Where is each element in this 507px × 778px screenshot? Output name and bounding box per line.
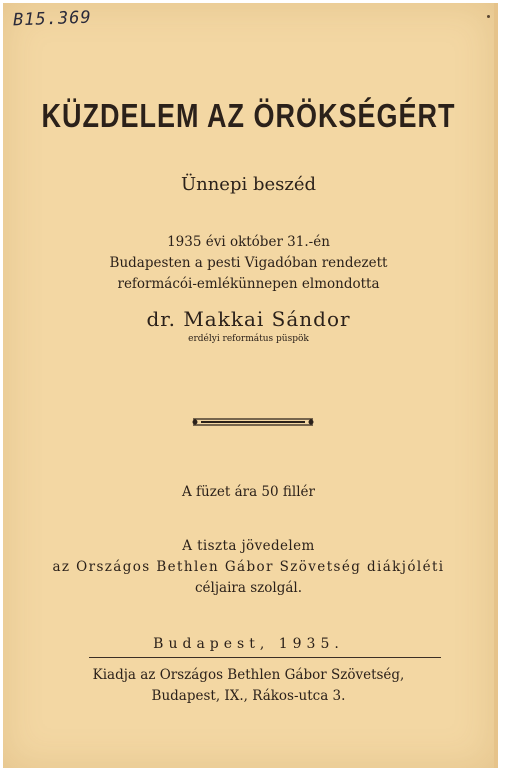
subtitle: Ünnepi beszéd xyxy=(180,174,317,195)
call-number: B15.369 xyxy=(12,7,92,31)
ornament-divider xyxy=(191,415,315,429)
publisher-line-2: Budapest, IX., Rákos-utca 3. xyxy=(151,688,346,704)
cover-page xyxy=(3,3,494,768)
publisher-line-1: Kiadja az Országos Bethlen Gábor Szövetség, xyxy=(92,667,405,683)
page-edge xyxy=(494,3,498,768)
price-note: A füzet ára 50 fillér xyxy=(182,484,315,500)
title: KÜZDELEM AZ ÖRÖKSÉGÉRT xyxy=(41,97,456,135)
ink-dot xyxy=(487,15,490,18)
author-name: dr. Makkai Sándor xyxy=(146,307,351,331)
benefit-line-3: céljaira szolgál. xyxy=(195,580,302,596)
footer-rule xyxy=(89,657,441,658)
author-role: erdélyi református püspök xyxy=(188,334,309,344)
place-year: Budapest, 1935. xyxy=(153,636,344,652)
benefit-line-2: az Országos Bethlen Gábor Szövetség diákjóléti xyxy=(52,559,445,575)
benefit-line-1: A tiszta jövedelem xyxy=(182,538,315,554)
occasion-event: reformácói-emlékünnepen elmondotta xyxy=(117,276,380,292)
occasion-place: Budapesten a pesti Vigadóban rendezett xyxy=(109,255,388,271)
occasion-date: 1935 évi október 31.-én xyxy=(167,234,330,250)
